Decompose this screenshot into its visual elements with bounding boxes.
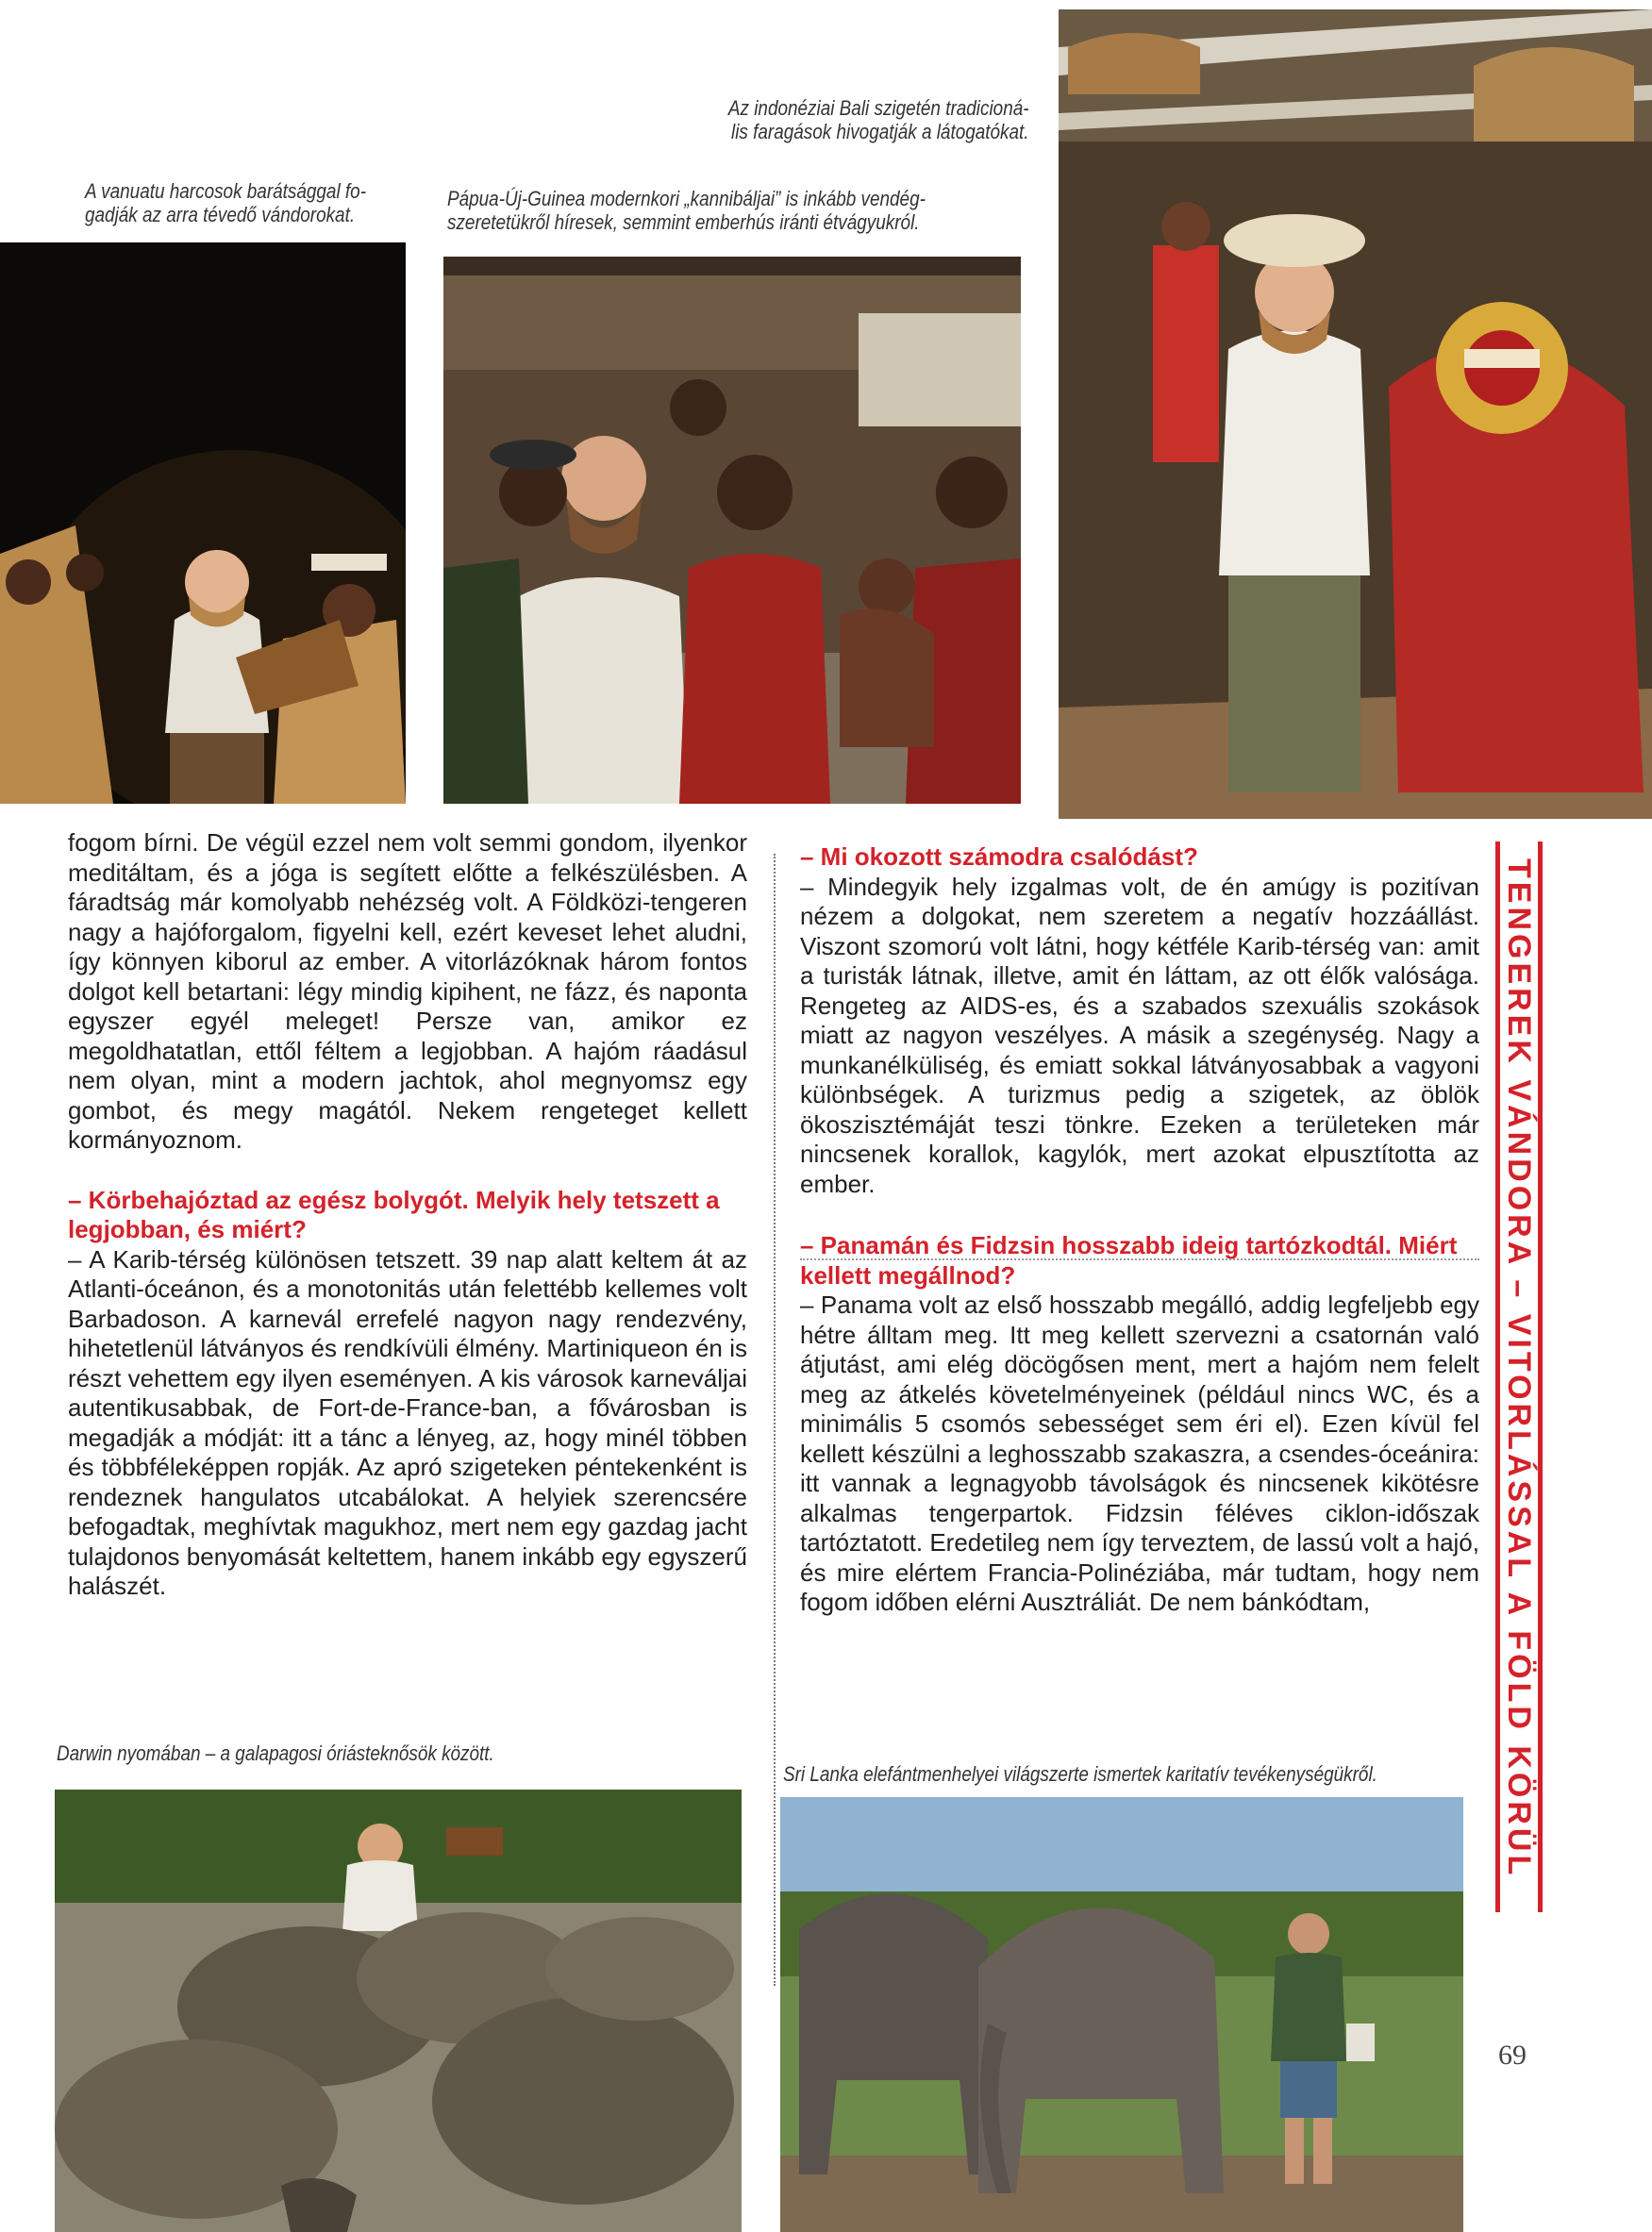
caption-bali [728,96,1029,143]
caption-papua-text: Pápua-Új-Guinea modernkori „kannibáljai” is inkább vendég- szeretetükről híresek, semmint emberhús iránti étvágyukról. [447,187,926,234]
caption-galapagos [57,1741,494,1765]
section-title: TENGEREK VÁNDORA – VITORLÁSSAL A FÖLD KÖRÜL [1501,858,1537,1879]
photo-bali-barong [1059,9,1652,819]
right-paragraph-2: – Panama volt az első hosszabb megálló, addig legfeljebb egy hétre álltam meg. Itt meg kellett szervezni a csatornán való átjutást, ami elég döcögősen ment, mert a hajóm nem felelt meg az átkelés követelményeinek (például nincs WC, és a minimális 5 csomós sebességet sem éri el). Ezen kívül fel kellett készülni a leghosszabb szakaszra, a csendes-óceánira: itt vannak a legnagyobb távolságok és nincsenek kikötésre alkalmas tengerpartok. Fidzsin féléves ciklon-időszak tartóztatott. Eredetileg nem így terveztem, de lassú volt a hajó, és mire elértem Francia-Polinéziába, már tudtam, hogy nem fogom időben elérni Ausztráliát. De nem bánkódtam, [800,1291,1479,1616]
caption-bali-text: Az indonéziai Bali szigetén tradicioná- lis faragások hivogatják a látogatókat. [728,96,1029,143]
left-column [68,828,747,1602]
caption-vanuatu-text: A vanuatu harcosok barátsággal fo- gadják az arra tévedő vándorokat. [85,179,367,226]
left-paragraph-1: fogom bírni. De végül ezzel nem volt semmi gondom, ilyenkor meditáltam, és a jóga is segített előtte a felkészülésben. A fáradtság már komolyabb nehézség volt. A Földközi-tengeren nagy a hajóforgalom, figyelni kell, ezért keveset lehet aludni, így könnyen kiborul az ember. A vitorlázóknak három fontos dolgot kell betartani: légy mindig kipihent, ne fázz, és naponta egyszer egyél meleget! Persze van, amikor ez megoldhatatlan, ettől féltem a legjobban. A hajóm ráadásul nem olyan, mint a modern jachtok, ahol megnyomsz egy gombot, és megy magától. Nekem rengeteget kellett kormányoznom. [68,828,747,1154]
caption-vanuatu [85,179,366,226]
question-divider [800,1258,1479,1260]
right-question-2: – Panamán és Fidzsin hosszabb ideig tartózkodtál. Miért kellett megállnod? [800,1231,1458,1290]
photo-srilanka-elephants [780,1797,1463,2232]
photo-papua-new-guinea [443,257,1021,804]
caption-srilanka [783,1762,1377,1786]
right-column [800,842,1479,1618]
column-separator [774,854,776,1986]
right-paragraph-1: – Mindegyik hely izgalmas volt, de én amúgy is pozitívan nézem a dolgokat, nem szeretem a negatív hozzáállást. Viszont szomorú volt látni, hogy kétféle Karib-térség van: amit a turisták látnak, illetve, amit én láttam, az ott élők valósága. Rengeteg az AIDS-es, és a szabados szexuális szokások miatt az nagyon veszélyes. A másik a szegénység. Nagy a munkanélküliség, és emiatt sokkal látványosabbak a vagyoni különbségek. A turizmus pedig a szigetek, az öblök ökoszisztémáját teszi tönkre. Ezeken a területeken már nincsenek korallok, kagylók, mert azokat elpusztította az ember. [800,872,1479,1198]
photo-galapagos-tortoises [55,1790,742,2232]
caption-galapagos-text: Darwin nyomában – a galapagosi óriásteknősök között. [57,1741,494,1765]
page-number: 69 [1498,2040,1527,2071]
left-question-1: – Körbehajóztad az egész bolygót. Melyik hely tetszett a legjobban, és miért? [68,1185,720,1243]
photo-vanuatu-warriors [0,242,406,804]
caption-srilanka-text: Sri Lanka elefántmenhelyei világszerte ismertek karitatív tevékenységükről. [783,1762,1377,1786]
left-paragraph-2: – A Karib-térség különösen tetszett. 39 nap alatt keltem át az Atlanti-óceánon, és a monotonitás után felettébb kellemes volt Barbadoson. A karnevál errefelé nagyon nagy rendezvény, hihetetlenül látványos és rendkívüli élmény. Martiniqueon én is részt vehettem egy ilyen eseményen. A kis városok karneváljai autentikusabbak, de Fort-de-France-ban, a fővárosban is megadják a módját: itt a tánc a lényeg, az, hogy minél többen és többféleképpen ropják. Az apró szigeteken péntekenként is rendeznek hangulatos utcabálokat. A helyiek szerencsére befogadtak, meghívtak magukhoz, mert nem egy gazdag jacht tulajdonos benyomását keltettem, hanem inkább egy egyszerű halászét. [68,1244,747,1600]
right-question-1: – Mi okozott számodra csalódást? [800,842,1198,871]
caption-papua [447,187,926,234]
